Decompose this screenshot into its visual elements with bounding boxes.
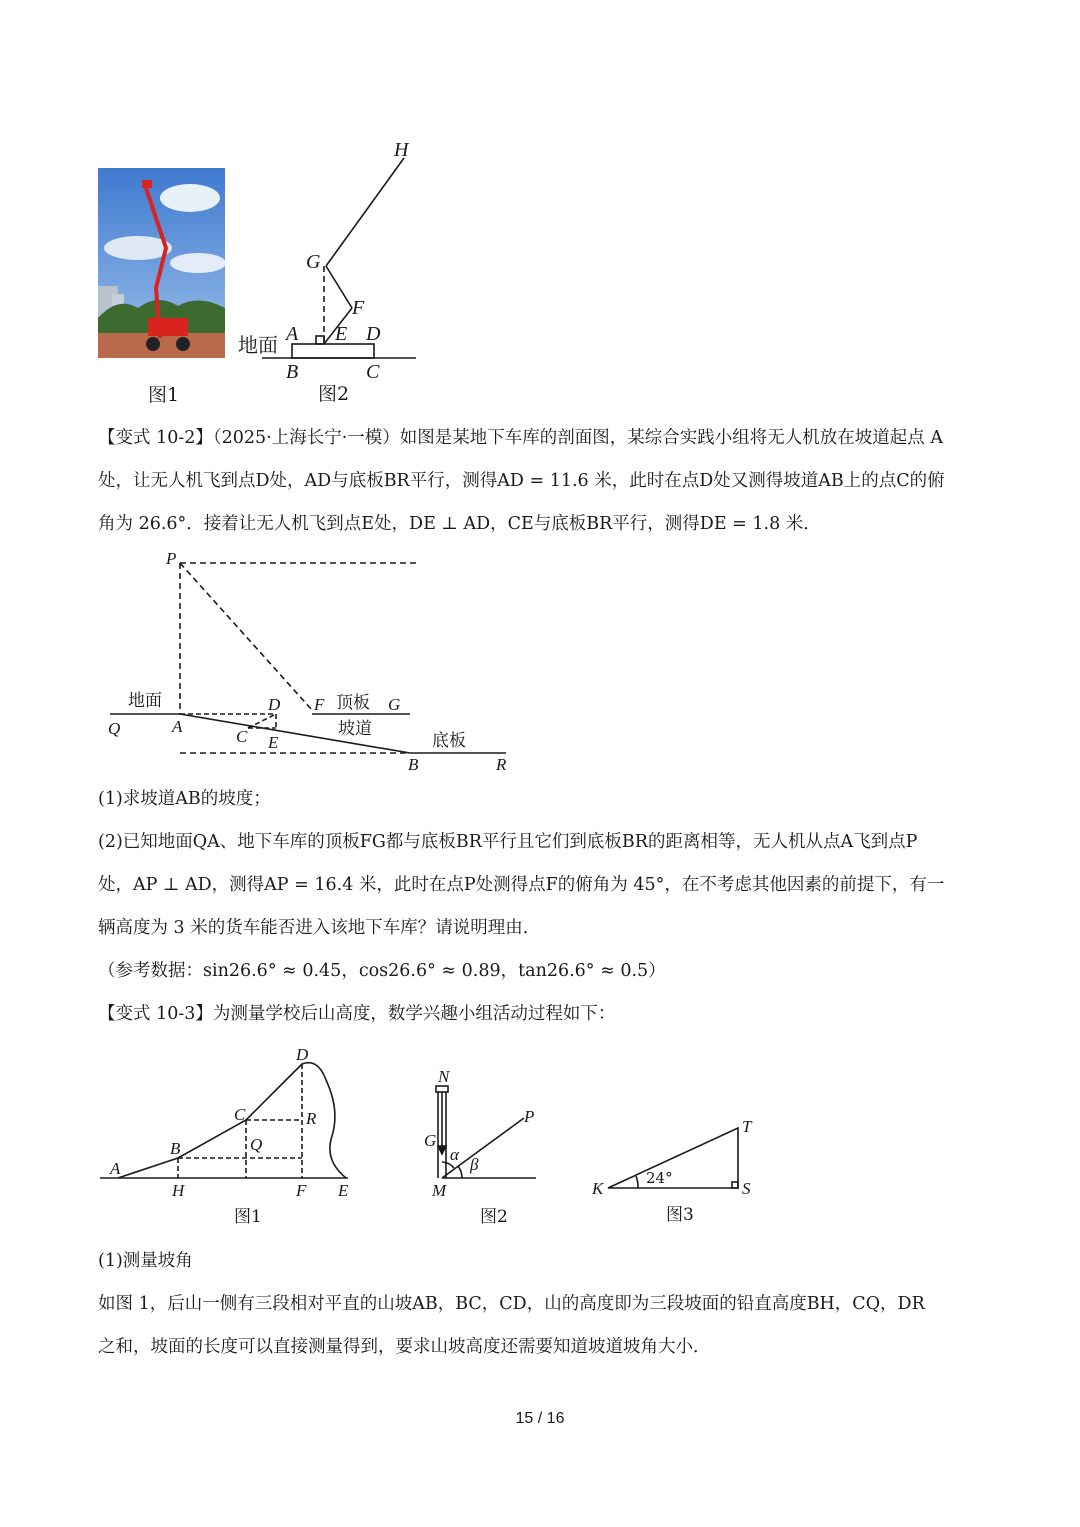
- label-P: P: [166, 549, 177, 568]
- label-C: C: [366, 361, 380, 383]
- question-2-line: (2)已知地面QA、地下车库的顶板FG都与底板BR平行且它们到底板BR的距离相等，无人机从点A飞到点P: [98, 832, 918, 852]
- question-2-line: 辆高度为 3 米的货车能否进入该地下车库？请说明理由．: [98, 918, 541, 938]
- floor-label: 底板: [432, 731, 466, 751]
- label-Q: Q: [108, 719, 121, 738]
- part-1-title: (1)测量坡角: [98, 1251, 193, 1271]
- ceiling-label: 顶板: [336, 693, 370, 713]
- label-D: D: [296, 1045, 309, 1064]
- label-C: C: [236, 727, 248, 746]
- label-B: B: [408, 755, 419, 774]
- label-E: E: [335, 323, 348, 345]
- diagram-caption: 图2: [318, 383, 350, 405]
- label-T: T: [742, 1117, 752, 1136]
- fig2-caption: 图2: [480, 1207, 508, 1227]
- crane-photo-art: [98, 168, 225, 358]
- segment-PF: [180, 563, 312, 710]
- label-K: K: [592, 1179, 604, 1198]
- label-F: F: [314, 695, 325, 714]
- garage-diagram: [100, 548, 520, 778]
- label-N: N: [438, 1067, 450, 1086]
- ramp-AB: [180, 714, 410, 753]
- platform-ABCD: [292, 344, 374, 358]
- fig3-caption: 图3: [666, 1205, 694, 1225]
- label-beta: β: [470, 1155, 479, 1174]
- segment-GF: [326, 266, 352, 308]
- angle-beta-arc: [458, 1166, 462, 1178]
- photo-caption: 图1: [148, 384, 180, 406]
- variant-10-3-part-1: [98, 1240, 988, 1369]
- label-D: D: [268, 695, 281, 714]
- label-G: G: [424, 1131, 437, 1150]
- hill-diagram: [96, 1040, 366, 1230]
- part-1-line: 之和，坡面的长度可以直接测量得到，要求山坡高度还需要知道坡道坡角大小．: [98, 1337, 711, 1357]
- label-Q: Q: [250, 1135, 263, 1154]
- label-S: S: [742, 1179, 751, 1198]
- label-A: A: [110, 1159, 121, 1178]
- variant-10-2-questions: [98, 778, 988, 1036]
- triangle-KST: [608, 1128, 738, 1188]
- part-1-line: 如图 1，后山一侧有三段相对平直的山坡AB，BC，CD，山的高度即为三段坡面的铅直高度BH，CQ，DR: [98, 1294, 925, 1314]
- reference-data: （参考数据：sin26.6° ≈ 0.45，cos26.6° ≈ 0.89，tan26.6° ≈ 0.5）: [98, 961, 666, 981]
- label-G: G: [388, 695, 401, 714]
- label-D: D: [366, 323, 381, 345]
- triangle-diagram: [586, 1110, 766, 1230]
- crane-photo: [98, 168, 225, 358]
- label-E: E: [268, 733, 279, 752]
- ground-label: 地面: [238, 333, 278, 357]
- label-A: A: [172, 717, 183, 736]
- ground-label: 地面: [128, 691, 162, 711]
- variant-10-2-statement: [98, 417, 988, 546]
- label-A: A: [286, 323, 299, 345]
- label-M: M: [432, 1181, 447, 1200]
- label-H: H: [394, 139, 409, 161]
- label-P: P: [524, 1107, 535, 1126]
- page-number: 15 / 16: [515, 1410, 565, 1427]
- segment-GH: [326, 158, 404, 266]
- label-F: F: [352, 297, 365, 319]
- variant-10-3-intro: 【变式 10-3】为测量学校后山高度，数学兴趣小组活动过程如下：: [98, 1004, 616, 1024]
- label-alpha: α: [450, 1145, 459, 1164]
- statement-line: 处，让无人机飞到点D处，AD与底板BR平行，测得AD = 11.6 米，此时在点D处又测得坡道AB上的点C的俯: [98, 471, 945, 491]
- clinometer-diagram: [418, 1066, 548, 1230]
- crane-diagram: [230, 130, 430, 420]
- right-angle-mark: [316, 336, 324, 344]
- fig1-caption: 图1: [234, 1207, 262, 1227]
- ramp-label: 坡道: [338, 719, 372, 739]
- label-G: G: [306, 251, 321, 273]
- label-F: F: [296, 1181, 307, 1200]
- right-angle-mark: [732, 1182, 738, 1188]
- plumb-bob: [438, 1146, 446, 1154]
- clinometer-top: [436, 1086, 448, 1092]
- label-R: R: [496, 755, 507, 774]
- question-1: (1)求坡道AB的坡度；: [98, 789, 271, 809]
- label-C: C: [234, 1105, 246, 1124]
- angle-arc: [636, 1176, 638, 1188]
- label-B: B: [170, 1139, 181, 1158]
- label-R: R: [306, 1109, 317, 1128]
- label-E: E: [338, 1181, 349, 1200]
- angle-24-label: 24°: [646, 1169, 673, 1187]
- segment-CD: [248, 714, 276, 728]
- label-B: B: [286, 361, 299, 383]
- statement-line: 角为 26.6°．接着让无人机飞到点E处，DE ⊥ AD，CE与底板BR平行，测得DE = 1.8 米．: [98, 514, 821, 534]
- statement-line: 【变式 10-2】（2025·上海长宁·一模）如图是某地下车库的剖面图，某综合实践小组将无人机放在坡道起点 A: [98, 428, 943, 448]
- question-2-line: 处，AP ⊥ AD，测得AP = 16.4 米，此时在点P处测得点F的俯角为 45°，在不考虑其他因素的前提下，有一: [98, 875, 945, 895]
- label-H: H: [172, 1181, 185, 1200]
